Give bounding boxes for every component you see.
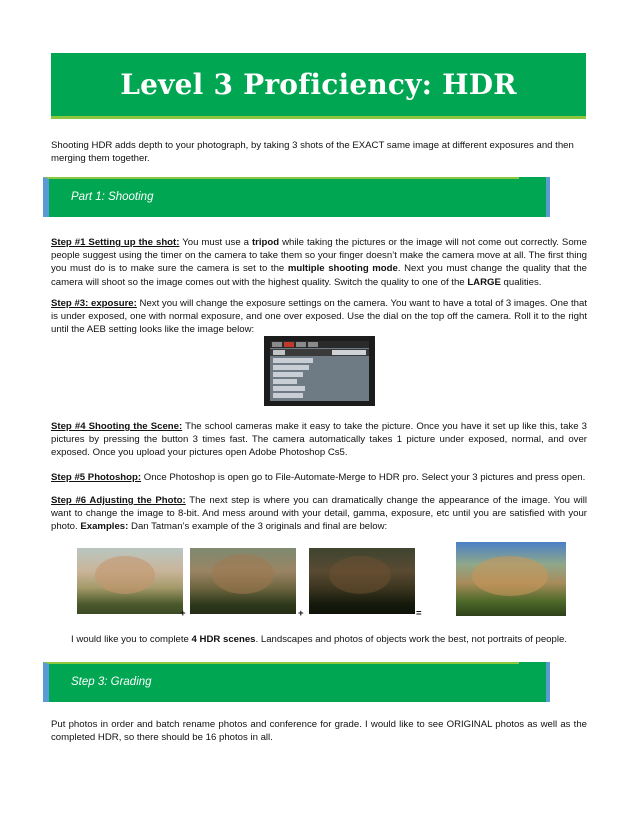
step-6-heading: Step #6 Adjusting the Photo: [51, 495, 186, 506]
menu-line [273, 386, 305, 391]
menu-line [273, 365, 309, 370]
tree-canopy [212, 554, 274, 594]
plus-sign-2: + [298, 608, 304, 619]
menu-tab-active [284, 342, 294, 347]
assignment-note: I would like you to complete 4 HDR scenes. Landscapes and photos of objects work the best, not portraits of people. [71, 634, 567, 645]
step-6-paragraph: Step #6 Adjusting the Photo: The next step is where you can dramatically change the appearance of the image. You will want to change the image to 8-bit. And mess around with your detail, gamma, exposure, etc until you are satisfied with your photo. Examples: Dan Tatman’s example of the 3 originals and final are below: [51, 495, 587, 533]
intro-paragraph: Shooting HDR adds depth to your photograph, by taking 3 shots of the EXACT same image at different exposures and then merging them together. [51, 140, 574, 165]
step-5-paragraph: Step #5 Photoshop: Once Photoshop is open go to File-Automate-Merge to HDR pro. Select your 3 pictures and press open. [51, 472, 586, 483]
plus-sign-1: + [180, 608, 186, 619]
step-1-paragraph: Step #1 Setting up the shot: You must use a tripod while taking the pictures or the image will not come out correctly. Some people suggest using the timer on the camera to take them so your finger doesn’t make the camera move at all. The first thing you must do is to make sure the camera is set to the multiple shooting mode. Next you must change the quality that the camera will shoot so the image comes out with the highest quality. Switch the quality to one of the LARGE qualities. [51, 237, 587, 288]
aeb-scale-graphic [332, 350, 366, 355]
step-3-paragraph: Step #3: exposure: Next you will change the exposure settings on the camera. You want to have a total of 3 images. One that is under exposed, one with normal exposure, and one over exposed. Use the dial on the top off the camera. Roll it to the right until the AEB setting looks like the image below: [51, 298, 587, 336]
camera-aeb-screen-image [264, 336, 375, 406]
section-bar-grading [43, 662, 519, 702]
equals-sign: = [416, 608, 422, 619]
page-title: Level 3 Proficiency: HDR [120, 68, 517, 101]
step-1-heading: Step #1 Setting up the shot: [51, 237, 180, 248]
tree-photo-normal [77, 548, 183, 614]
camera-menu-tabs [270, 341, 369, 348]
step-3-heading: Step #3: exposure: [51, 298, 137, 309]
tree-canopy [329, 556, 391, 594]
menu-line [273, 393, 303, 398]
menu-line [273, 372, 303, 377]
section-heading-shooting: Part 1: Shooting [71, 191, 154, 203]
menu-tab [272, 342, 282, 347]
section-bar-shooting [43, 177, 519, 217]
section-heading-grading: Step 3: Grading [71, 676, 152, 688]
tree-canopy [472, 556, 548, 596]
menu-line [273, 350, 285, 355]
menu-tab [296, 342, 306, 347]
menu-tab [308, 342, 318, 347]
title-banner [51, 53, 586, 119]
menu-line [273, 379, 297, 384]
camera-lcd-display [270, 341, 369, 401]
tree-photo-hdr-final [456, 542, 566, 616]
tree-photo-dark-exposure [309, 548, 415, 614]
step-4-paragraph: Step #4 Shooting the Scene: The school cameras make it easy to take the picture. Once you have it set up like this, take 3 pictures by pressing the button 3 times fast. The camera automatically takes 1 picture under exposed, normal, and over exposed. Once you upload your pictures open Adobe Photoshop Cs5. [51, 421, 587, 459]
step-4-heading: Step #4 Shooting the Scene: [51, 421, 183, 432]
tree-canopy [95, 556, 155, 594]
tree-photo-under-exposed [190, 548, 296, 614]
step-5-heading: Step #5 Photoshop: [51, 472, 142, 483]
grading-paragraph: Put photos in order and batch rename photos and conference for grade. I would like to see ORIGINAL photos as well as the completed HDR, so there should be 16 photos in all. [51, 719, 587, 744]
menu-line [273, 358, 313, 363]
